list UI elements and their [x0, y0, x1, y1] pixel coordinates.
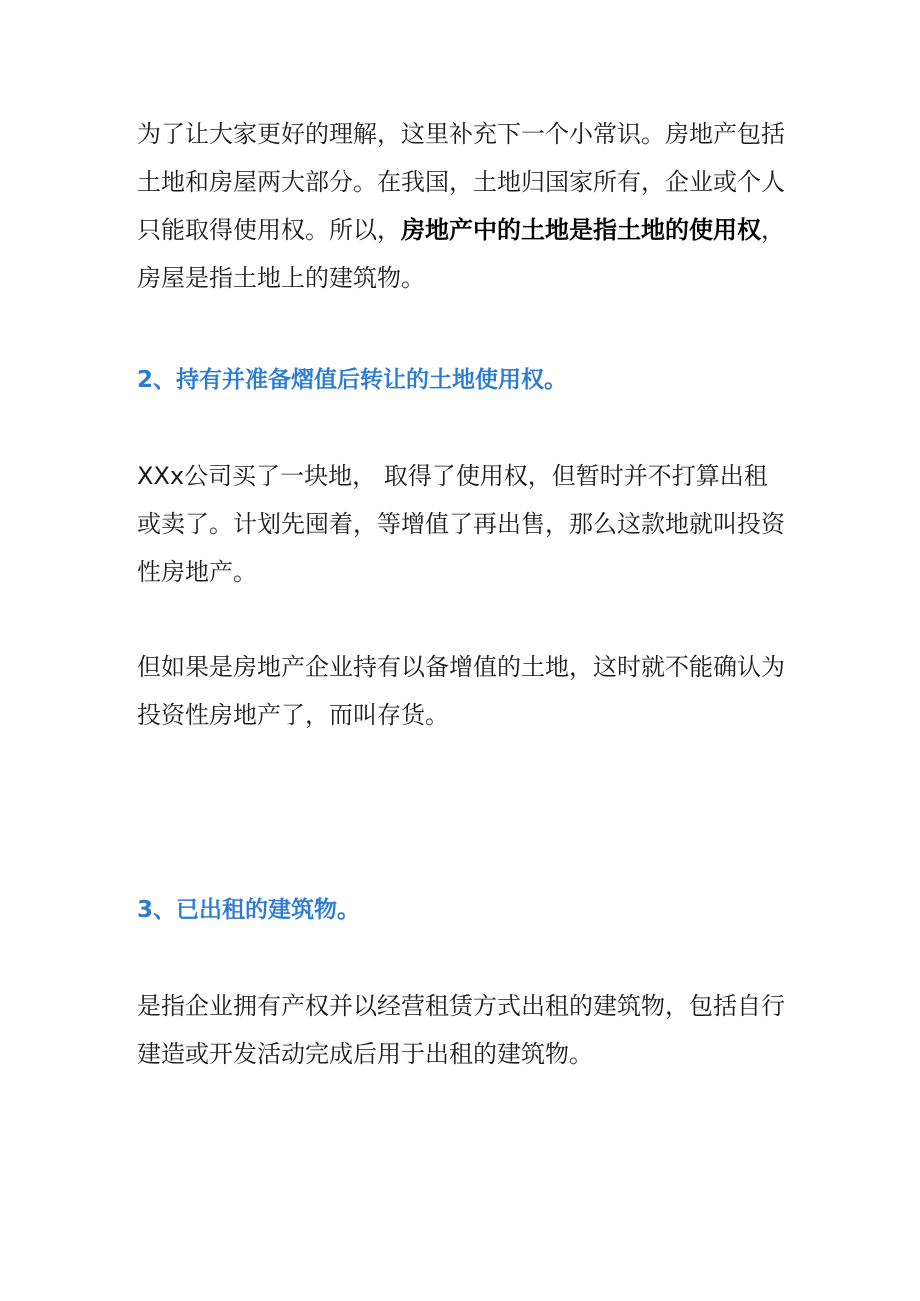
paragraph-rented-buildings: 是指企业拥有产权并以经营租赁方式出租的建筑物，包括自行建造或开发活动完成后用于出租的建筑物。: [137, 992, 785, 1068]
bold-emphasis: 房地产中的土地是指土地的使用权: [401, 216, 761, 244]
paragraph-exception: 但如果是房地产企业持有以备增值的土地，这时就不能确认为投资性房地产了，而叫存货。: [137, 653, 785, 729]
paragraph-text: 为了让大家更好的理解，这里补充下一个小常识。房地产包括土地和房屋两大部分。在我国，土地归国家所有，企业或个人只能取得使用权。所以，: [137, 120, 785, 244]
paragraph-example: XXx公司买了一块地， 取得了使用权，但暂时并不打算出租或卖了。计划先囤着，等增值了再出售，那么这款地就叫投资性房地产。: [137, 462, 785, 586]
paragraph-text: ，房屋是指土地上的建筑物。: [137, 216, 785, 292]
section-heading-3: 3、已出租的建筑物。: [137, 897, 361, 923]
paragraph-land-explanation: [137, 110, 787, 302]
section-heading-2: 2、持有并准备熠值后转让的土地使用权。: [137, 367, 568, 393]
